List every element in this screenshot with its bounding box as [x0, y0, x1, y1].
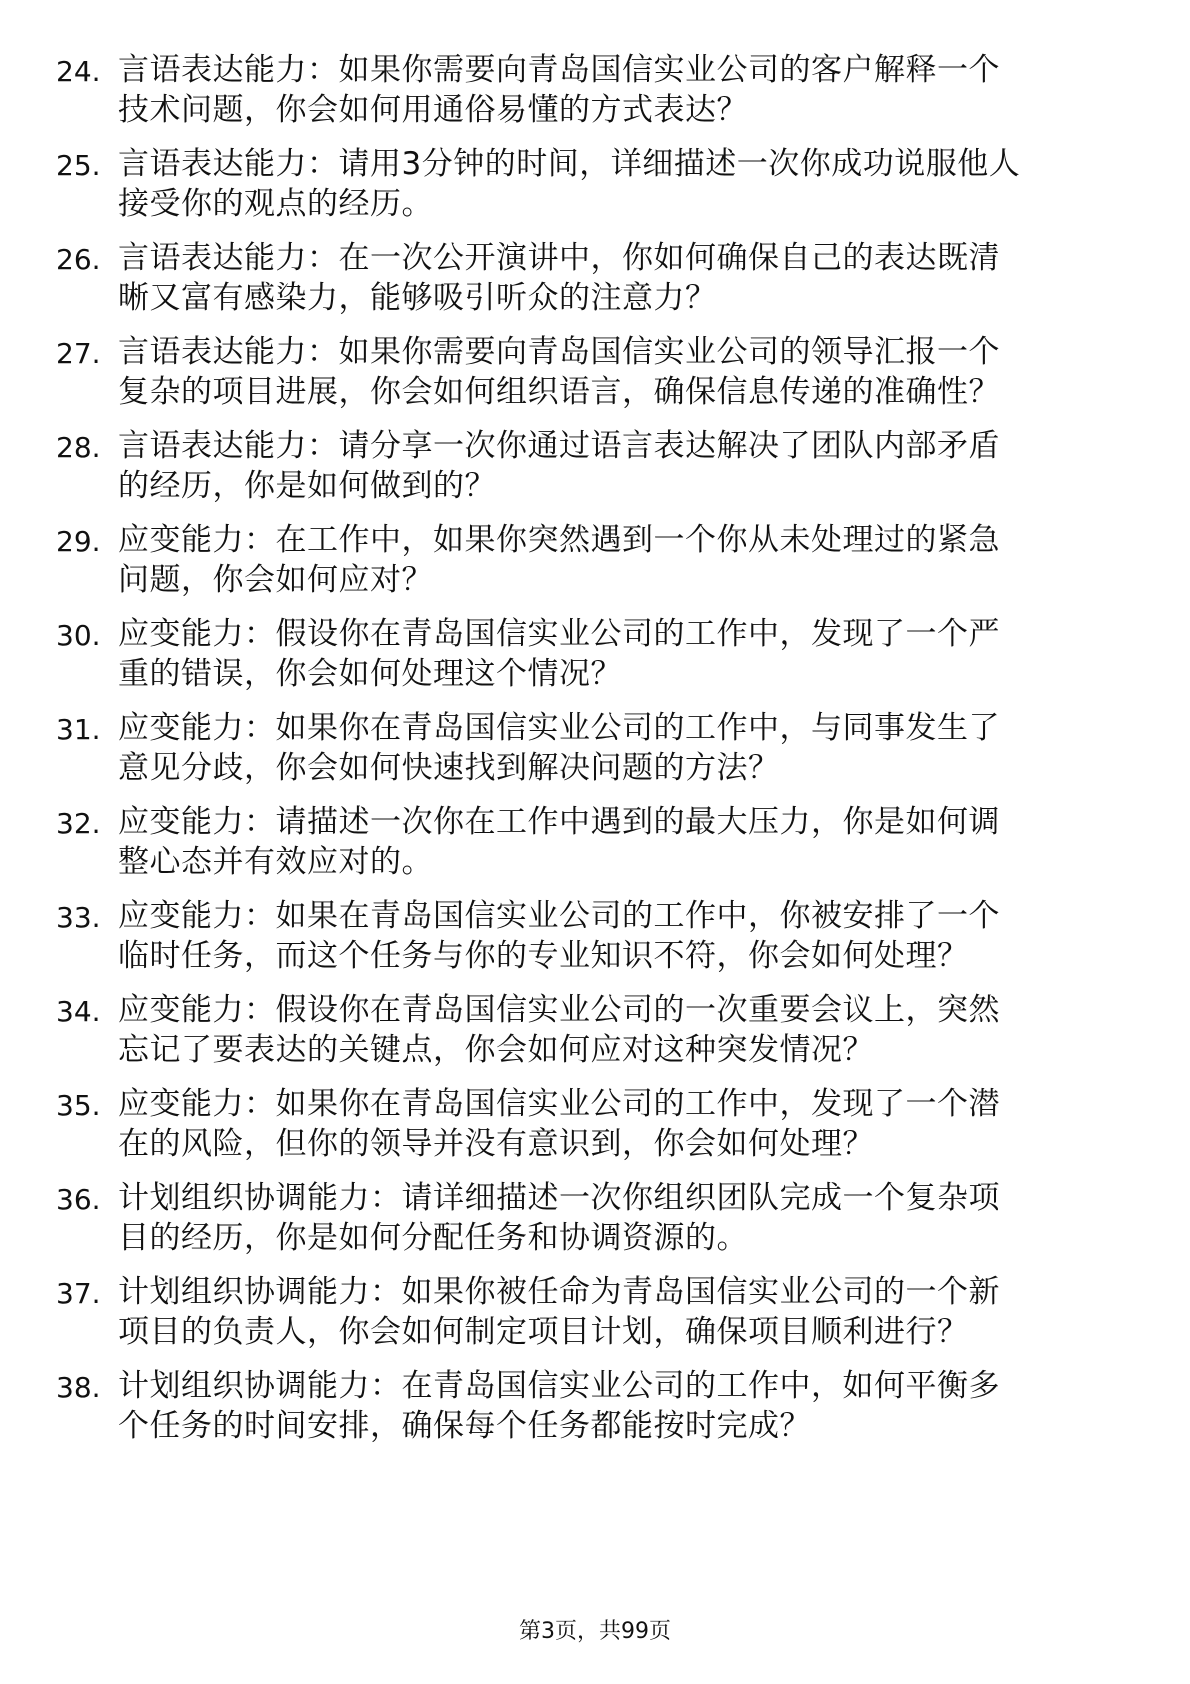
question-number: 38.	[56, 1371, 101, 1404]
question-line: 言语表达能力：请用3分钟的时间，详细描述一次你成功说服他人	[118, 146, 1021, 182]
question-line: 忘记了要表达的关键点，你会如何应对这种突发情况？	[118, 1032, 874, 1068]
question-text	[118, 990, 1118, 1070]
question-line: 项目的负责人，你会如何制定项目计划，确保项目顺利进行？	[118, 1314, 969, 1350]
question-item	[0, 520, 1190, 614]
question-line: 应变能力：如果你在青岛国信实业公司的工作中，与同事发生了	[118, 710, 1000, 746]
question-line: 应变能力：如果你在青岛国信实业公司的工作中，发现了一个潜	[118, 1086, 1000, 1122]
question-item	[0, 1084, 1190, 1178]
question-text	[118, 520, 1118, 600]
question-item	[0, 426, 1190, 520]
question-line: 临时任务，而这个任务与你的专业知识不符，你会如何处理？	[118, 938, 969, 974]
question-item	[0, 332, 1190, 426]
question-line: 言语表达能力：如果你需要向青岛国信实业公司的领导汇报一个	[118, 334, 1000, 370]
question-number: 33.	[56, 901, 101, 934]
question-line: 整心态并有效应对的。	[118, 844, 433, 880]
question-item	[0, 1366, 1190, 1460]
question-line: 应变能力：假设你在青岛国信实业公司的工作中，发现了一个严	[118, 616, 1000, 652]
question-text	[118, 1178, 1118, 1258]
question-line: 应变能力：假设你在青岛国信实业公司的一次重要会议上，突然	[118, 992, 1000, 1028]
question-number: 27.	[56, 337, 101, 370]
question-item	[0, 50, 1190, 144]
question-line: 技术问题，你会如何用通俗易懂的方式表达？	[118, 92, 748, 128]
question-line: 晰又富有感染力，能够吸引听众的注意力？	[118, 280, 717, 316]
question-number: 34.	[56, 995, 101, 1028]
question-item	[0, 1272, 1190, 1366]
question-line: 言语表达能力：在一次公开演讲中，你如何确保自己的表达既清	[118, 240, 1000, 276]
question-line: 言语表达能力：请分享一次你通过语言表达解决了团队内部矛盾	[118, 428, 1000, 464]
question-line: 目的经历，你是如何分配任务和协调资源的。	[118, 1220, 748, 1256]
question-text	[118, 1084, 1118, 1164]
question-line: 重的错误，你会如何处理这个情况？	[118, 656, 622, 692]
question-line: 接受你的观点的经历。	[118, 186, 433, 222]
question-line: 个任务的时间安排，确保每个任务都能按时完成？	[118, 1408, 811, 1444]
question-text	[118, 1366, 1118, 1446]
question-item	[0, 896, 1190, 990]
question-number: 31.	[56, 713, 101, 746]
question-number: 36.	[56, 1183, 101, 1216]
question-number: 29.	[56, 525, 101, 558]
question-line: 复杂的项目进展，你会如何组织语言，确保信息传递的准确性？	[118, 374, 1000, 410]
question-line: 在的风险，但你的领导并没有意识到，你会如何处理？	[118, 1126, 874, 1162]
question-text	[118, 238, 1118, 318]
question-item	[0, 802, 1190, 896]
question-text	[118, 144, 1118, 224]
question-text	[118, 50, 1118, 130]
question-text	[118, 896, 1118, 976]
question-number: 37.	[56, 1277, 101, 1310]
question-number: 25.	[56, 149, 101, 182]
question-line: 的经历，你是如何做到的？	[118, 468, 496, 504]
question-line: 意见分歧，你会如何快速找到解决问题的方法？	[118, 750, 780, 786]
question-number: 24.	[56, 55, 101, 88]
question-line: 计划组织协调能力：请详细描述一次你组织团队完成一个复杂项	[118, 1180, 1000, 1216]
question-text	[118, 332, 1118, 412]
question-line: 应变能力：在工作中，如果你突然遇到一个你从未处理过的紧急	[118, 522, 1000, 558]
question-line: 问题，你会如何应对？	[118, 562, 433, 598]
question-line: 应变能力：如果在青岛国信实业公司的工作中，你被安排了一个	[118, 898, 1000, 934]
question-number: 26.	[56, 243, 101, 276]
page-number: 第3页，共99页	[519, 1619, 671, 1644]
question-item	[0, 708, 1190, 802]
question-number: 32.	[56, 807, 101, 840]
question-number: 28.	[56, 431, 101, 464]
question-line: 计划组织协调能力：在青岛国信实业公司的工作中，如何平衡多	[118, 1368, 1000, 1404]
question-text	[118, 614, 1118, 694]
question-list	[0, 50, 1190, 1460]
question-line: 计划组织协调能力：如果你被任命为青岛国信实业公司的一个新	[118, 1274, 1000, 1310]
question-number: 30.	[56, 619, 101, 652]
question-item	[0, 990, 1190, 1084]
question-line: 言语表达能力：如果你需要向青岛国信实业公司的客户解释一个	[118, 52, 1000, 88]
question-item	[0, 614, 1190, 708]
question-text	[118, 802, 1118, 882]
question-item	[0, 238, 1190, 332]
question-item	[0, 1178, 1190, 1272]
question-text	[118, 1272, 1118, 1352]
question-text	[118, 426, 1118, 506]
question-item	[0, 144, 1190, 238]
question-number: 35.	[56, 1089, 101, 1122]
question-line: 应变能力：请描述一次你在工作中遇到的最大压力，你是如何调	[118, 804, 1000, 840]
question-text	[118, 708, 1118, 788]
